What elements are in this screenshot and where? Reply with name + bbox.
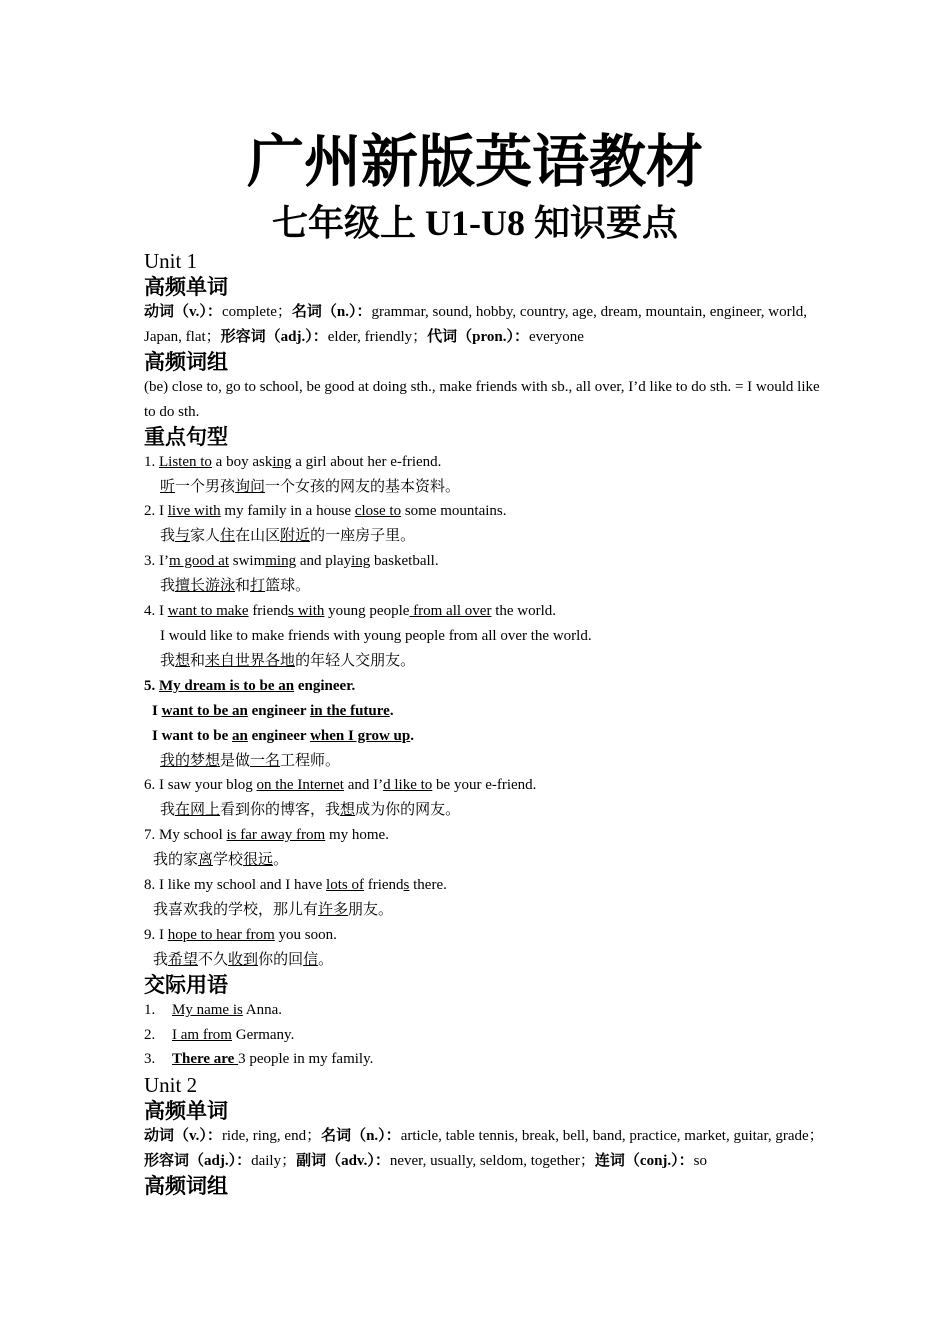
sentence-6: 6. I saw your blog on the Internet and I’d like to be your e-friend.	[144, 777, 537, 794]
sentence-7-translation: 我的家离学校很远。	[153, 852, 289, 869]
sentence-3: 3. I’m good at swimming and playing basketball.	[144, 553, 439, 570]
sentence-6-translation: 我在网上看到你的博客，我想成为你的网友。	[160, 802, 461, 819]
comm-item-1: 1. My name is Anna.	[144, 1001, 282, 1018]
sentence-5-alternative-1: I want to be an engineer in the future.	[152, 702, 394, 719]
comm-item-3: 3. There are 3 people in my family.	[144, 1051, 374, 1068]
unit-2-vocab-heading: 高频单词	[144, 1099, 228, 1124]
sentence-5: 5. My dream is to be an engineer.	[144, 677, 356, 694]
unit-1-comm-heading: 交际用语	[144, 972, 228, 997]
comm-item-2: 2. I am from Germany.	[144, 1026, 295, 1043]
unit-1-sentences-heading: 重点句型	[144, 424, 228, 449]
document-content	[144, 248, 824, 1199]
sentence-1: 1. Listen to a boy asking a girl about her e-friend.	[144, 453, 442, 470]
sentence-8-translation: 我喜欢我的学校，那儿有许多朋友。	[153, 901, 394, 918]
sentence-5-translation: 我的梦想是做一名工程师。	[160, 752, 341, 769]
unit-1-phrases: (be) close to, go to school, be good at doing sth., make friends with sb., all over, I’d like to do sth. = I would like to do sth.	[144, 378, 820, 420]
sentence-4-alternative: I would like to make friends with young people from all over the world.	[160, 627, 592, 644]
unit-2-vocab: 动词（v.）：ride, ring, end；名词（n.）：article, table tennis, break, bell, band, practice, market, guitar, grade；形容词（adj.）：daily；副词（adv.）：never, usually, seldom, together；连词（conj.）：so	[144, 1128, 824, 1170]
sentence-4-translation: 我想和来自世界各地的年轻人交朋友。	[160, 652, 416, 669]
unit-2-phrases-heading: 高频词组	[144, 1174, 228, 1199]
document-subtitle: 七年级上 U1-U8 知识要点	[272, 203, 678, 243]
sentence-2-translation: 我与家人住在山区附近的一座房子里。	[160, 528, 416, 545]
unit-1-phrases-heading: 高频词组	[144, 349, 228, 374]
unit-1-vocab: 动词（v.）：complete；名词（n.）：grammar, sound, hobby, country, age, dream, mountain, engineer, world, Japan, flat；形容词（adj.）：elder, friendly；代词（pron.）：everyone	[144, 304, 807, 345]
sentence-9: 9. I hope to hear from you soon.	[144, 926, 337, 943]
unit-2-title: Unit 2	[144, 1073, 198, 1098]
sentence-5-alternative-2: I want to be an engineer when I grow up.	[152, 727, 414, 744]
unit-1-vocab-heading: 高频单词	[144, 275, 228, 299]
sentence-8: 8. I like my school and I have lots of friends there.	[144, 877, 447, 894]
unit-1-title: Unit 1	[144, 249, 198, 273]
sentence-1-translation: 听一个男孩询问一个女孩的网友的基本资料。	[160, 478, 461, 495]
sentence-9-translation: 我希望不久收到你的回信。	[153, 951, 334, 968]
sentence-7: 7. My school is far away from my home.	[144, 827, 389, 844]
sentence-3-translation: 我擅长游泳和打篮球。	[160, 578, 311, 595]
document-title: 广州新版英语教材	[247, 131, 703, 194]
sentence-4: 4. I want to make friends with young people from all over the world.	[144, 603, 557, 620]
sentence-2: 2. I live with my family in a house close to some mountains.	[144, 503, 507, 520]
